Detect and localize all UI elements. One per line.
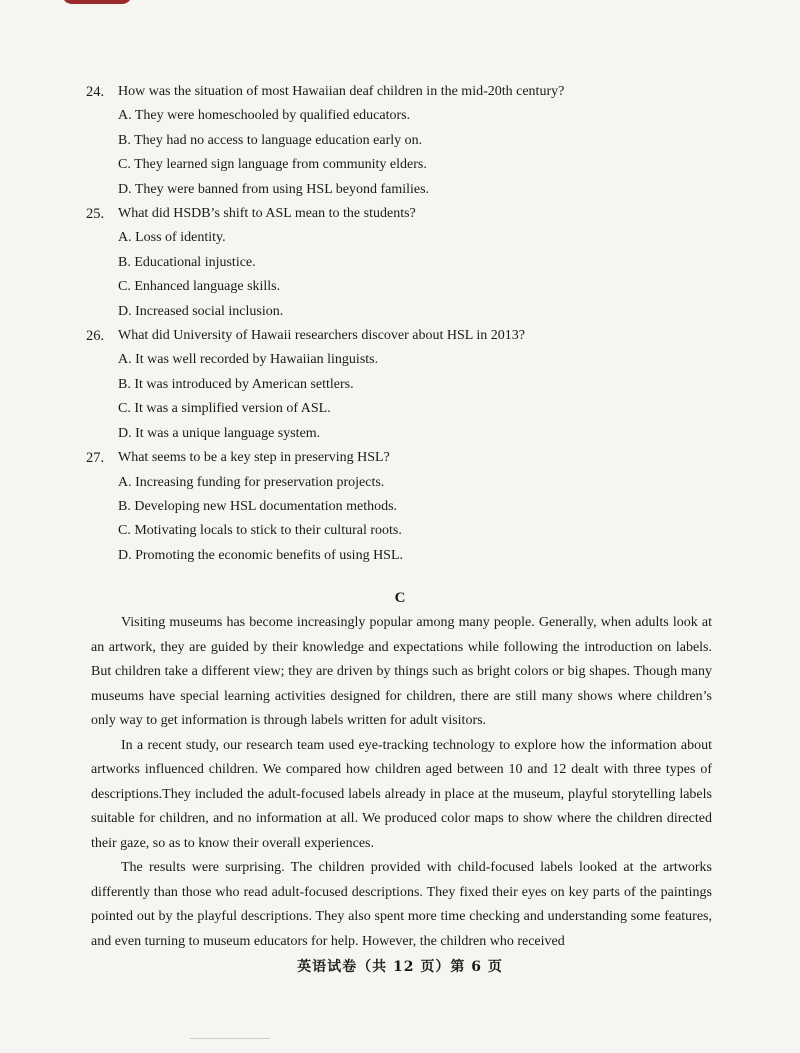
option-b: B. It was introduced by American settlers.	[118, 376, 354, 392]
scan-artifact	[190, 1038, 270, 1039]
question-list	[86, 80, 726, 568]
option-b: B. Educational injustice.	[118, 254, 256, 270]
question-text: What did HSDB’s shift to ASL mean to the students?	[118, 206, 416, 222]
question-24	[86, 80, 726, 202]
reading-passage	[91, 611, 712, 954]
option-c: C. They learned sign language from community elders.	[118, 157, 427, 173]
question-text: What did University of Hawaii researchers discover about HSL in 2013?	[118, 328, 525, 344]
question-number: 25.	[86, 206, 105, 223]
option-c: C. Enhanced language skills.	[118, 279, 281, 295]
paragraph-3: The results were surprising. The children provided with child-focused labels looked at the artworks differently than those who read adult-focused descriptions. They fixed their eyes on key parts of the paintings pointed out by the playful descriptions. They also spent more time checking and understanding some features, and even turning to museum educators for help. However, the children who received	[91, 860, 712, 949]
option-c: C. It was a simplified version of ASL.	[118, 401, 331, 417]
question-27	[86, 446, 726, 568]
question-number: 24.	[86, 84, 105, 100]
option-a: A. They were homeschooled by qualified educators.	[118, 108, 411, 124]
question-number: 27.	[86, 450, 105, 467]
option-d: D. They were banned from using HSL beyond families.	[118, 181, 430, 197]
option-b: B. Developing new HSL documentation methods.	[118, 498, 398, 514]
paragraph-2: In a recent study, our research team used eye-tracking technology to explore how the information about artworks influenced children. We compared how children aged between 10 and 12 dealt with three types of descriptions.They included the adult-focused labels already in place at the museum, playful storytelling labels suitable for children, and no information at all. We produced color maps to show where the children directed their gaze, so as to know their overall experiences.	[91, 737, 712, 851]
option-a: A. It was well recorded by Hawaiian linguists.	[118, 352, 379, 368]
section-heading: C	[394, 590, 406, 606]
option-a: A. Loss of identity.	[118, 230, 226, 246]
option-d: D. Promoting the economic benefits of using HSL.	[118, 547, 404, 563]
red-stamp-mark	[62, 0, 132, 4]
paragraph-1: Visiting museums has become increasingly popular among many people. Generally, when adults look at an artwork, they are guided by their knowledge and expectations while following the introduction on labels. But children take a different view; they are driven by things such as bright colors or big shapes. Though many museums have special learning activities designed for children, there are still many shows where children’s only way to get information is through labels written for adult visitors.	[91, 615, 712, 728]
page-footer: 英语试卷（共 12 页）第 6 页	[297, 959, 503, 975]
option-a: A. Increasing funding for preservation projects.	[118, 474, 385, 490]
option-c: C. Motivating locals to stick to their cultural roots.	[118, 523, 402, 539]
option-d: D. It was a unique language system.	[118, 425, 321, 441]
question-text: How was the situation of most Hawaiian deaf children in the mid-20th century?	[118, 84, 565, 99]
question-25	[86, 202, 726, 324]
option-d: D. Increased social inclusion.	[118, 303, 284, 319]
question-26	[86, 324, 726, 446]
option-b: B. They had no access to language education early on.	[118, 132, 423, 148]
question-number: 26.	[86, 328, 105, 345]
question-text: What seems to be a key step in preserving HSL?	[118, 450, 390, 466]
